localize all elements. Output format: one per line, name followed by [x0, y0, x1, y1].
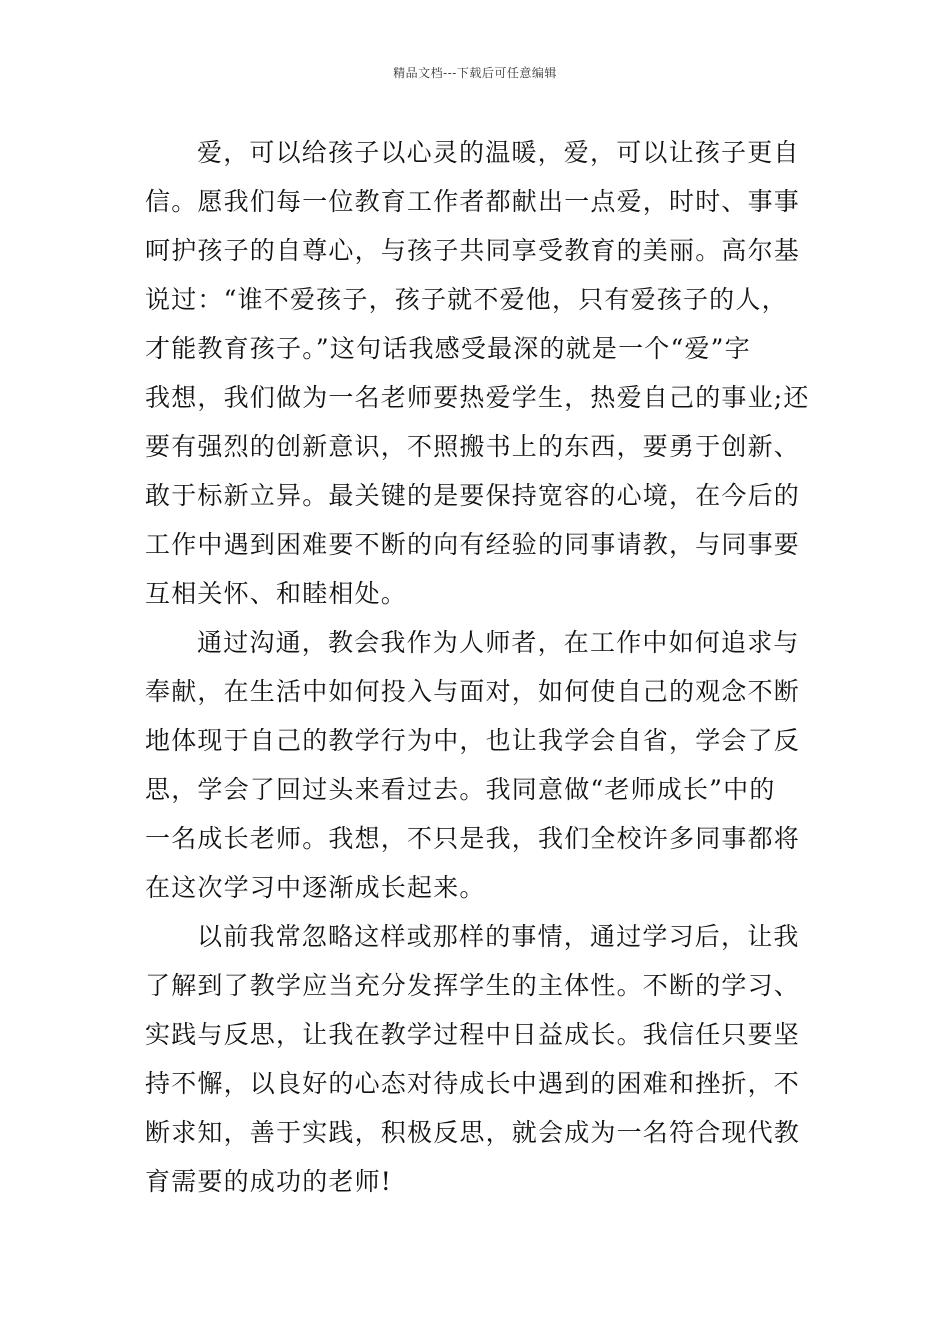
text-line: 实践与反思，让我在教学过程中日益成长。我信任只要坚	[145, 1020, 801, 1049]
document-body	[145, 128, 810, 1206]
text-line: 地体现于自己的教学行为中，也让我学会自省，学会了反	[145, 726, 801, 755]
text-line: 呵护孩子的自尊心，与孩子共同享受教育的美丽。高尔基	[145, 236, 801, 265]
paragraph-3	[145, 912, 810, 1206]
text-line: 说过：“谁不爱孩子，孩子就不爱他，只有爱孩子的人，	[145, 285, 788, 314]
text-line: 断求知，善于实践，积极反思，就会成为一名符合现代教	[145, 1118, 801, 1147]
page-header: 精品文档---下载后可任意编辑	[393, 66, 557, 80]
text-line: 育需要的成功的老师!	[145, 1167, 393, 1196]
text-line: 信。愿我们每一位教育工作者都献出一点爱，时时、事事	[145, 187, 801, 216]
text-line: 一名成长老师。我想，不只是我，我们全校许多同事都将	[145, 824, 801, 853]
text-line: 要有强烈的创新意识，不照搬书上的东西，要勇于创新、	[145, 432, 801, 461]
text-line: 爱，可以给孩子以心灵的温暖，爱，可以让孩子更自	[197, 138, 800, 167]
text-line: 思，学会了回过头来看过去。我同意做“老师成长”中的	[145, 775, 776, 804]
text-line: 通过沟通，教会我作为人师者，在工作中如何追求与	[197, 628, 800, 657]
text-line: 了解到了教学应当充分发挥学生的主体性。不断的学习、	[145, 971, 801, 1000]
text-line: 工作中遇到困难要不断的向有经验的同事请教，与同事要	[145, 530, 801, 559]
paragraph-1	[145, 128, 810, 618]
text-line: 在这次学习中逐渐成长起来。	[145, 873, 486, 902]
text-line: 我想，我们做为一名老师要热爱学生，热爱自己的事业;还	[145, 383, 810, 412]
text-line: 奉献，在生活中如何投入与面对，如何使自己的观念不断	[145, 677, 801, 706]
text-line: 持不懈，以良好的心态对待成长中遇到的困难和挫折，不	[145, 1069, 801, 1098]
paragraph-2	[145, 618, 810, 912]
text-line: 互相关怀、和睦相处。	[145, 579, 408, 608]
text-line: 才能教育孩子。”这句话我感受最深的就是一个“爱”字	[145, 334, 751, 363]
text-line: 敢于标新立异。最关键的是要保持宽容的心境，在今后的	[145, 481, 801, 510]
text-line: 以前我常忽略这样或那样的事情，通过学习后，让我	[197, 922, 800, 951]
